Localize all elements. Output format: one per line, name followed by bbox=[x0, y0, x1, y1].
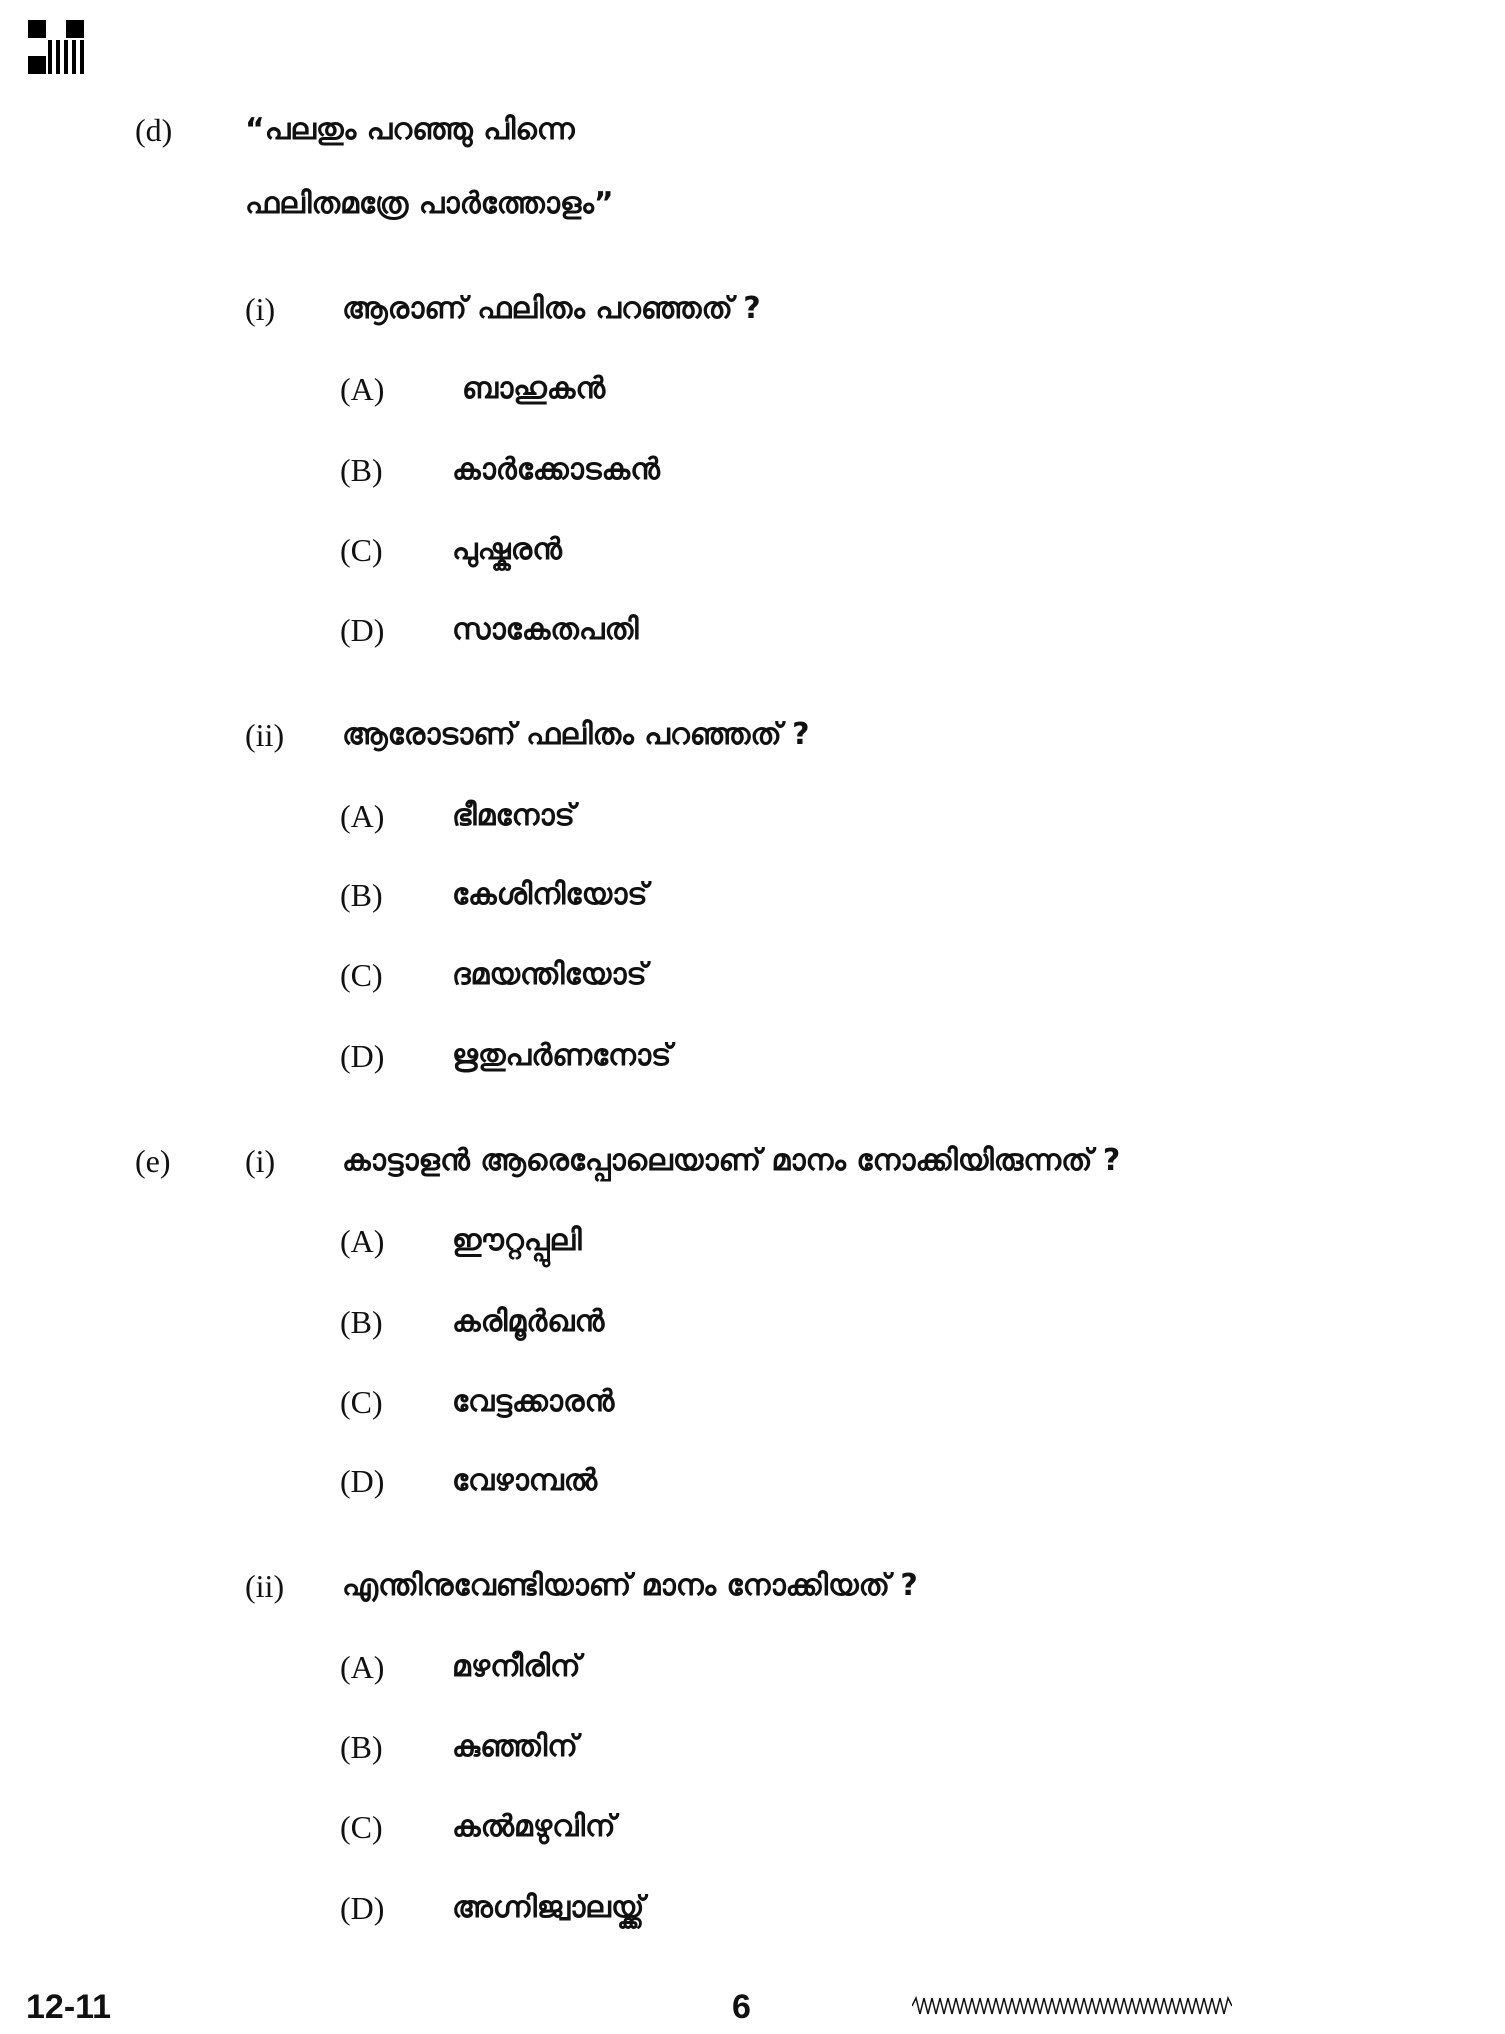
page-number: 6 bbox=[732, 1988, 751, 2026]
option-label: (D) bbox=[340, 1463, 385, 1499]
subquestion-label: (i) bbox=[245, 1143, 276, 1179]
option-label: (B) bbox=[340, 1729, 383, 1765]
option-text: പുഷ്കരൻ bbox=[452, 532, 562, 567]
option-label: (B) bbox=[340, 1304, 383, 1340]
quote-line: “പലതും പറഞ്ഞു പിന്നെ bbox=[245, 112, 575, 147]
option-label: (B) bbox=[340, 877, 383, 913]
option-text: കുഞ്ഞിന് bbox=[452, 1729, 578, 1764]
subquestion-label: (ii) bbox=[245, 717, 285, 753]
quote-line: ഫലിതമത്രേ പാർത്തോളം” bbox=[245, 186, 614, 221]
option-text: ഋതുപർണനോട് bbox=[452, 1038, 672, 1073]
subquestion-text: ആരാണ് ഫലിതം പറഞ്ഞത് ? bbox=[342, 291, 761, 326]
subquestion-text: ആരോടാണ് ഫലിതം പറഞ്ഞത് ? bbox=[342, 717, 810, 752]
option-text: ഭീമനോട് bbox=[452, 798, 575, 833]
option-label: (C) bbox=[340, 532, 383, 568]
option-label: (D) bbox=[340, 612, 385, 648]
option-text: കൽമഴുവിന് bbox=[452, 1809, 616, 1844]
option-text: കരിമൂർഖൻ bbox=[452, 1304, 605, 1339]
option-text: അഗ്നിജ്വാലയ്ക്ക് bbox=[452, 1890, 645, 1925]
subquestion-label: (i) bbox=[245, 291, 276, 327]
option-text: സാകേതപതി bbox=[452, 612, 639, 647]
option-label: (A) bbox=[340, 371, 385, 407]
option-text: മഴനീരിന് bbox=[452, 1649, 581, 1684]
option-label: (A) bbox=[340, 798, 385, 834]
decorative-wave-line bbox=[912, 1996, 1232, 2016]
option-label: (C) bbox=[340, 957, 383, 993]
option-text: ദമയന്തിയോട് bbox=[452, 957, 647, 992]
option-label: (C) bbox=[340, 1384, 383, 1420]
question-label: (e) bbox=[135, 1143, 171, 1179]
option-text: വേട്ടക്കാരൻ bbox=[452, 1384, 615, 1419]
option-text: വേഴാമ്പൽ bbox=[452, 1463, 598, 1498]
option-label: (C) bbox=[340, 1809, 383, 1845]
subquestion-text: എന്തിനുവേണ്ടിയാണ് മാനം നോക്കിയത് ? bbox=[342, 1568, 918, 1603]
qr-code bbox=[28, 20, 84, 74]
option-label: (A) bbox=[340, 1223, 385, 1259]
option-label: (A) bbox=[340, 1649, 385, 1685]
option-label: (D) bbox=[340, 1038, 385, 1074]
question-label: (d) bbox=[135, 112, 173, 148]
subquestion-text: കാട്ടാളൻ ആരെപ്പോലെയാണ് മാനം നോക്കിയിരുന്നത് ? bbox=[342, 1143, 1121, 1178]
option-text: കേശിനിയോട് bbox=[452, 877, 648, 912]
option-text: ബാഹുകൻ bbox=[462, 371, 606, 406]
option-label: (B) bbox=[340, 452, 383, 488]
subquestion-label: (ii) bbox=[245, 1568, 285, 1604]
option-label: (D) bbox=[340, 1890, 385, 1926]
option-text: കാർക്കോടകൻ bbox=[452, 452, 660, 487]
paper-code: 12-11 bbox=[26, 1988, 112, 2026]
option-text: ഈറ്റപ്പുലി bbox=[452, 1223, 582, 1258]
